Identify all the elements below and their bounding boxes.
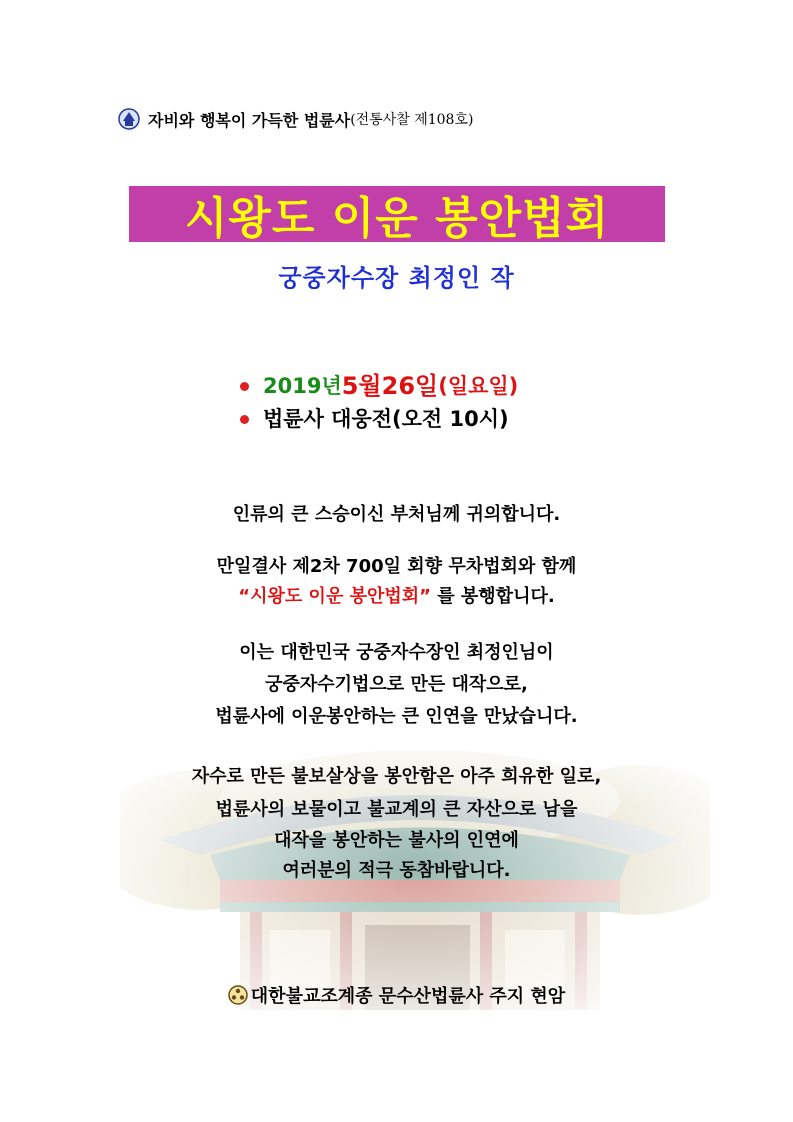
event-date-weekday: (일요일)	[438, 374, 519, 398]
event-date	[240, 370, 518, 403]
bullet-icon	[240, 415, 249, 424]
body-line-10: 여러분의 적극 동참바랍니다.	[282, 860, 511, 881]
event-place	[240, 403, 518, 436]
body-line-1: 인류의 큰 스승이신 부처님께 귀의합니다.	[232, 504, 561, 525]
header-designation: (전통사찰 제108호)	[350, 112, 474, 128]
header	[118, 106, 473, 132]
body-line-3	[0, 582, 793, 608]
body-line-6: 법륜사에 이운봉안하는 큰 인연을 만났습니다.	[215, 706, 578, 727]
body-line-8: 법륜사의 보물이고 불교계의 큰 자산으로 남을	[215, 799, 578, 820]
event-date-month: 5월	[341, 372, 382, 400]
page-subtitle: 궁중자수장 최정인 작	[278, 264, 515, 292]
title-banner	[129, 186, 665, 242]
dharma-wheel-icon	[228, 985, 248, 1005]
event-place-text: 법륜사 대웅전(오전 10시)	[263, 407, 509, 431]
body-line-4: 이는 대한민국 궁중자수장인 최정인님이	[239, 642, 554, 663]
body-line-2: 만일결사 제2차 700일 회향 무차법회와 함께	[216, 556, 577, 577]
temple-emblem-icon	[118, 106, 140, 132]
event-date-year: 2019년	[263, 374, 342, 398]
event-name-quote: “시왕도 이운 봉안법회”	[238, 586, 431, 607]
body-line-9: 대작을 봉안하는 불사의 인연에	[274, 830, 519, 851]
body-line-3-rest: 를 봉행합니다.	[430, 586, 555, 607]
event-date-day: 26일	[381, 372, 439, 400]
header-temple-slogan: 자비와 행복이 가득한 법륜사	[148, 110, 351, 130]
bullet-icon	[240, 382, 249, 391]
footer-signature	[0, 982, 793, 1008]
body-line-7: 자수로 만든 불보살상을 봉안함은 아주 희유한 일로,	[191, 766, 602, 787]
footer-text: 대한불교조계종 문수산법륜사 주지 현암	[250, 986, 566, 1007]
event-details	[240, 370, 518, 436]
page-title: 시왕도 이운 봉안법회	[184, 193, 610, 244]
body-line-5: 궁중자수기법으로 만든 대작으로,	[265, 674, 528, 695]
